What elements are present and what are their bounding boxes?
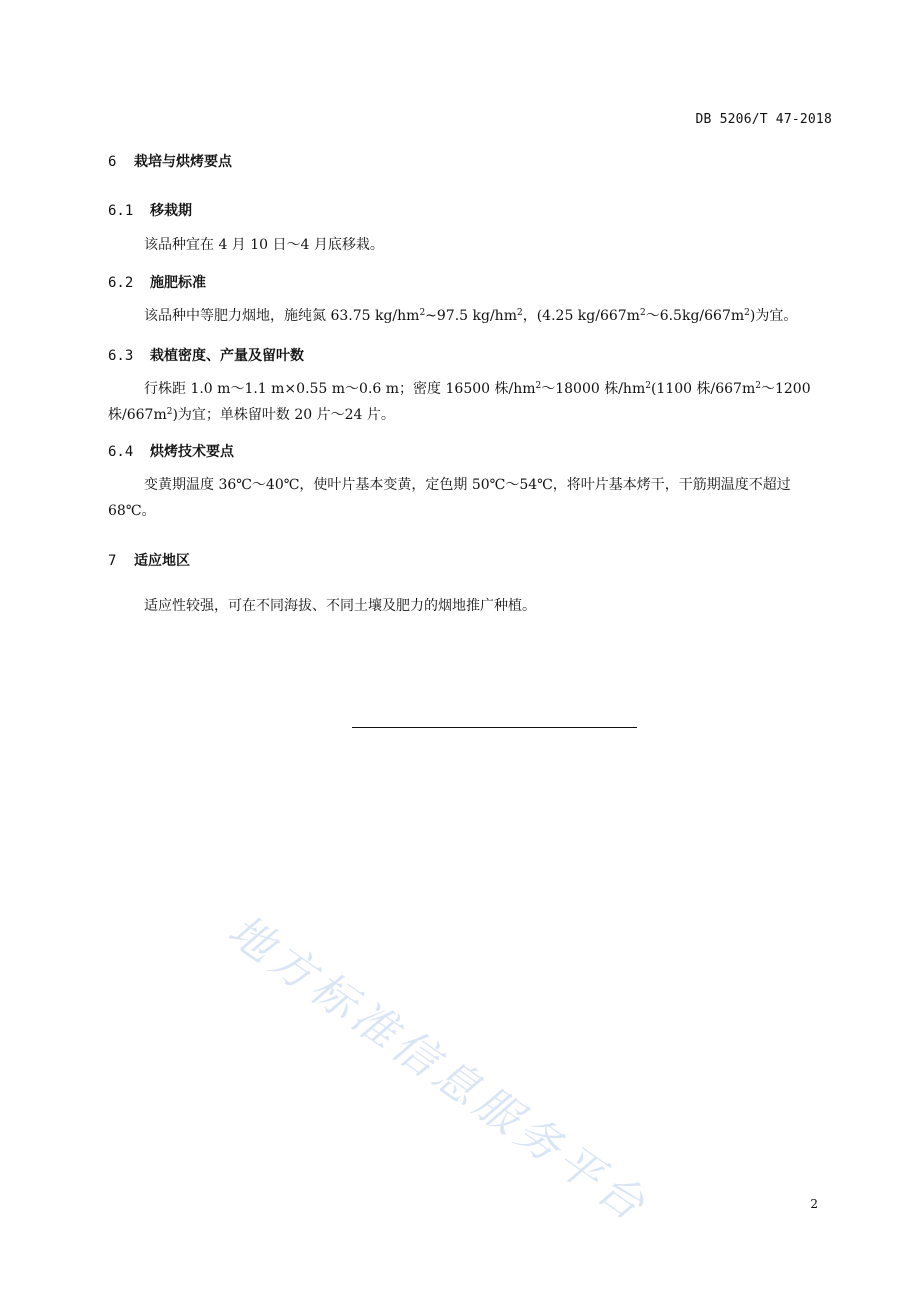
end-of-document-rule bbox=[352, 727, 637, 728]
section-title: 栽培与烘烤要点 bbox=[134, 154, 232, 170]
section-title: 适应地区 bbox=[134, 553, 190, 569]
section-6-3-heading bbox=[108, 345, 304, 365]
section-6-4-heading bbox=[108, 441, 234, 461]
section-number: 6 bbox=[108, 154, 117, 170]
section-6-3-text: 行株距 1.0 m～1.1 m×0.55 m～0.6 m；密度 16500 株$/hm^2\sim 18000$ 株$/hm^2(1100$ 株$/667m^2\sim 1200$ 株$/667m^2$)为宜；单株留叶数 20 片～24 片。 bbox=[108, 381, 811, 423]
section-title: 栽植密度、产量及留叶数 bbox=[150, 348, 304, 364]
section-6-1-text: 该品种宜在 4 月 10 日～4 月底移栽。 bbox=[144, 237, 384, 253]
section-title: 移栽期 bbox=[150, 203, 192, 219]
section-number: 6.3 bbox=[108, 348, 134, 364]
section-6-4-text: 变黄期温度 36℃～40℃，使叶片基本变黄，定色期 50℃～54℃，将叶片基本烤干，干筋期温度不超过 68℃。 bbox=[108, 477, 791, 519]
section-7-text: 适应性较强，可在不同海拔、不同土壤及肥力的烟地推广种植。 bbox=[144, 598, 536, 614]
section-6-2-heading bbox=[108, 272, 206, 292]
watermark: 地方标准信息服务平台 bbox=[218, 904, 658, 1234]
section-6-heading bbox=[108, 151, 232, 171]
section-number: 6.1 bbox=[108, 203, 134, 219]
section-number: 6.2 bbox=[108, 275, 134, 291]
section-title: 施肥标准 bbox=[150, 275, 206, 291]
section-title: 烘烤技术要点 bbox=[150, 444, 234, 460]
section-number: 7 bbox=[108, 553, 117, 569]
section-6-1-heading bbox=[108, 200, 192, 220]
document-code: DB 5206/T 47-2018 bbox=[695, 112, 832, 127]
section-number: 6.4 bbox=[108, 444, 134, 460]
page-number: 2 bbox=[810, 1197, 818, 1211]
section-7-heading bbox=[108, 550, 190, 570]
section-6-2-text: 该品种中等肥力烟地，施纯氮 63.75 $kg/hm^2\sim 97.5$ $kg/hm^2$，(4.25 $kg/667m^2\sim 6.5kg/667m^2$)为宜。 bbox=[144, 308, 798, 324]
